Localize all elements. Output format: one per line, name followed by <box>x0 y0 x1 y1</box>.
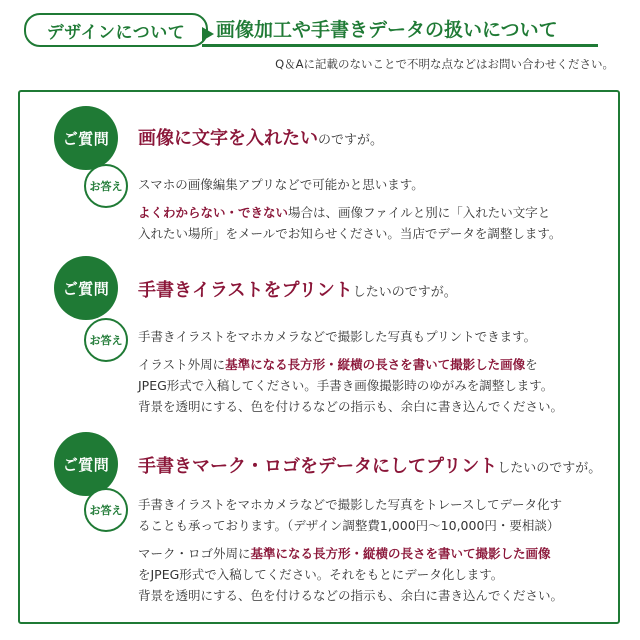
question-highlight: 手書きイラストをプリント <box>138 280 353 301</box>
answer-line: 背景を透明にする、色を付けるなどの指示も、余白に書き込んでください。 <box>138 588 564 603</box>
answer-line: マーク・ロゴ外周に基準になる長方形・縦横の長さを書いて撮影した画像 <box>138 546 551 561</box>
qa-panel <box>18 90 620 624</box>
answer-line: 背景を透明にする、色を付けるなどの指示も、余白に書き込んでください。 <box>138 399 564 414</box>
answer-line: よくわからない・できない場合は、画像ファイルと別に「入れたい文字と <box>138 205 551 220</box>
page-header <box>0 0 640 80</box>
question-text <box>138 452 601 478</box>
question-rest: したいのですが。 <box>497 461 602 476</box>
question-highlight: 手書きマーク・ロゴをデータにしてプリント <box>138 456 498 477</box>
answer-line: スマホの画像編集アプリなどで可能かと思います。 <box>138 177 424 192</box>
question-text <box>138 276 457 302</box>
answer-line: ることも承っております。（デザイン調整費1,000円〜10,000円・要相談） <box>138 518 560 533</box>
question-highlight: 画像に文字を入れたい <box>138 128 318 149</box>
question-rest: のですが。 <box>318 133 384 148</box>
answer-body <box>138 326 618 417</box>
answer-line: 手書きイラストをマホカメラなどで撮影した写真もプリントできます。 <box>138 329 537 344</box>
answer-badge: お答え <box>84 164 128 208</box>
answer-emphasis: 基準になる長方形・縦横の長さを書いて撮影した画像 <box>250 546 551 561</box>
contact-note: Q＆Aに記載のないことで不明な点などはお問い合わせください。 <box>275 57 614 71</box>
answer-body <box>138 174 618 244</box>
answer-line: をJPEG形式で入稿してください。それをもとにデータ化します。 <box>138 567 504 582</box>
design-category-pill: デザインについて <box>24 13 208 47</box>
question-badge: ご質問 <box>54 256 118 320</box>
title-underline <box>202 44 598 47</box>
answer-body <box>138 494 618 606</box>
answer-badge: お答え <box>84 318 128 362</box>
answer-emphasis: 基準になる長方形・縦横の長さを書いて撮影した画像 <box>225 357 526 372</box>
answer-badge: お答え <box>84 488 128 532</box>
question-text <box>138 124 383 150</box>
question-badge: ご質問 <box>54 106 118 170</box>
page-title: 画像加工や手書きデータの扱いについて <box>216 19 558 41</box>
answer-emphasis: よくわからない・できない <box>138 205 289 220</box>
answer-line: 入れたい場所」をメールでお知らせください。当店でデータを調整します。 <box>138 226 562 241</box>
question-rest: したいのですが。 <box>352 285 457 300</box>
answer-line: イラスト外周に基準になる長方形・縦横の長さを書いて撮影した画像を <box>138 357 538 372</box>
pill-arrow-icon <box>202 27 214 41</box>
question-badge: ご質問 <box>54 432 118 496</box>
answer-line: 手書きイラストをマホカメラなどで撮影した写真をトレースしてデータ化す <box>138 497 563 512</box>
answer-line: JPEG形式で入稿してください。手書き画像撮影時のゆがみを調整します。 <box>138 378 554 393</box>
